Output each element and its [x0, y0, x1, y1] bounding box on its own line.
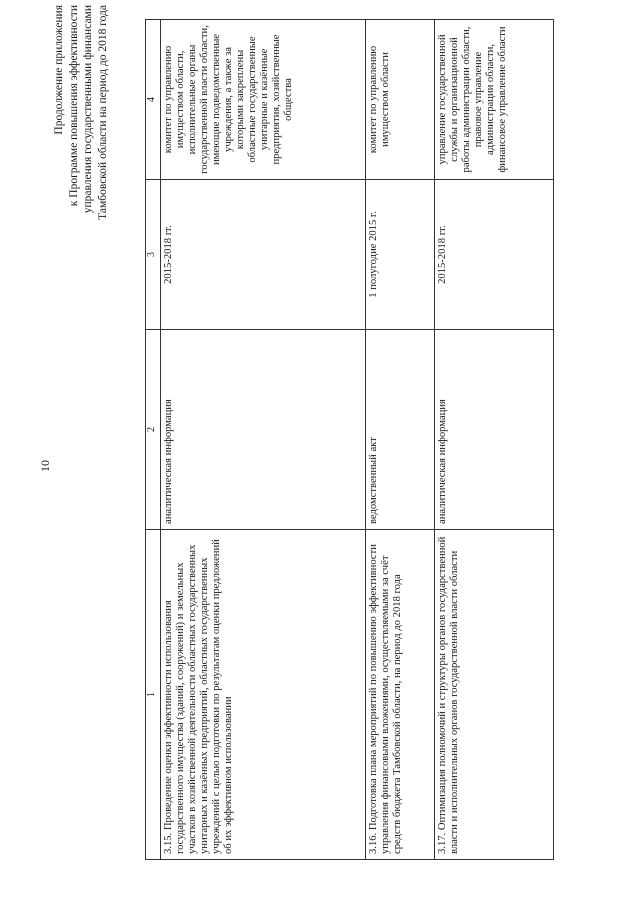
- responsible-cell: управление государственной службы и организационной работы администрации области, правовое управление администрации области, финансовое управление области: [435, 20, 554, 180]
- heading-line: к Программе повышения эффективности: [67, 5, 80, 207]
- period-cell: 2015-2018 гг.: [435, 180, 554, 330]
- measures-table: [145, 20, 565, 860]
- table-row: [161, 20, 366, 860]
- appendix-heading: [52, 5, 110, 275]
- column-number: 1: [146, 530, 161, 860]
- heading-line: Тамбовской области на период до 2018 года: [96, 5, 109, 220]
- page-number: 10: [38, 460, 52, 472]
- column-number: 2: [146, 330, 161, 530]
- table-row: [435, 20, 554, 860]
- result-cell: аналитическая информация: [161, 330, 366, 530]
- column-number: 4: [146, 20, 161, 180]
- action-cell: 3.15. Проведение оценки эффективности использования государственного имущества (зданий, сооружений) и земельных участков в хозяйственной деятельности областных государственных унитарных и казённых предприятий, областных государственных учреждений с целью подготовки по результатам оценки предложений об их эффективном использовании: [161, 530, 366, 860]
- heading-line: управления государственными финансами: [82, 5, 94, 214]
- responsible-cell: комитет по управлению имуществом области, исполнительные органы государственной власти области, имеющие подведомственные учреждения, а также за которыми закреплены областные государственные унитарные и казённые предприятия, хозяйственные общества: [161, 20, 366, 180]
- responsible-cell: комитет по управлению имуществом области: [366, 20, 435, 180]
- table-row: [366, 20, 435, 860]
- period-cell: 2015-2018 гг.: [161, 180, 366, 330]
- period-cell: 1 полугодие 2015 г.: [366, 180, 435, 330]
- action-cell: 3.16. Подготовка плана мероприятий по повышению эффективности управления финансовыми вложениями, осуществляемыми за счёт средств бюджета Тамбовской области, на период до 2018 года: [366, 530, 435, 860]
- column-number: 3: [146, 180, 161, 330]
- result-cell: ведомственный акт: [366, 330, 435, 530]
- heading-line: Продолжение приложения: [53, 5, 65, 135]
- action-cell: 3.17. Оптимизация полномочий и структуры органов государственной власти и исполнительных органов государственной власти области: [435, 530, 554, 860]
- result-cell: аналитическая информация: [435, 330, 554, 530]
- table-header-row: [146, 20, 161, 860]
